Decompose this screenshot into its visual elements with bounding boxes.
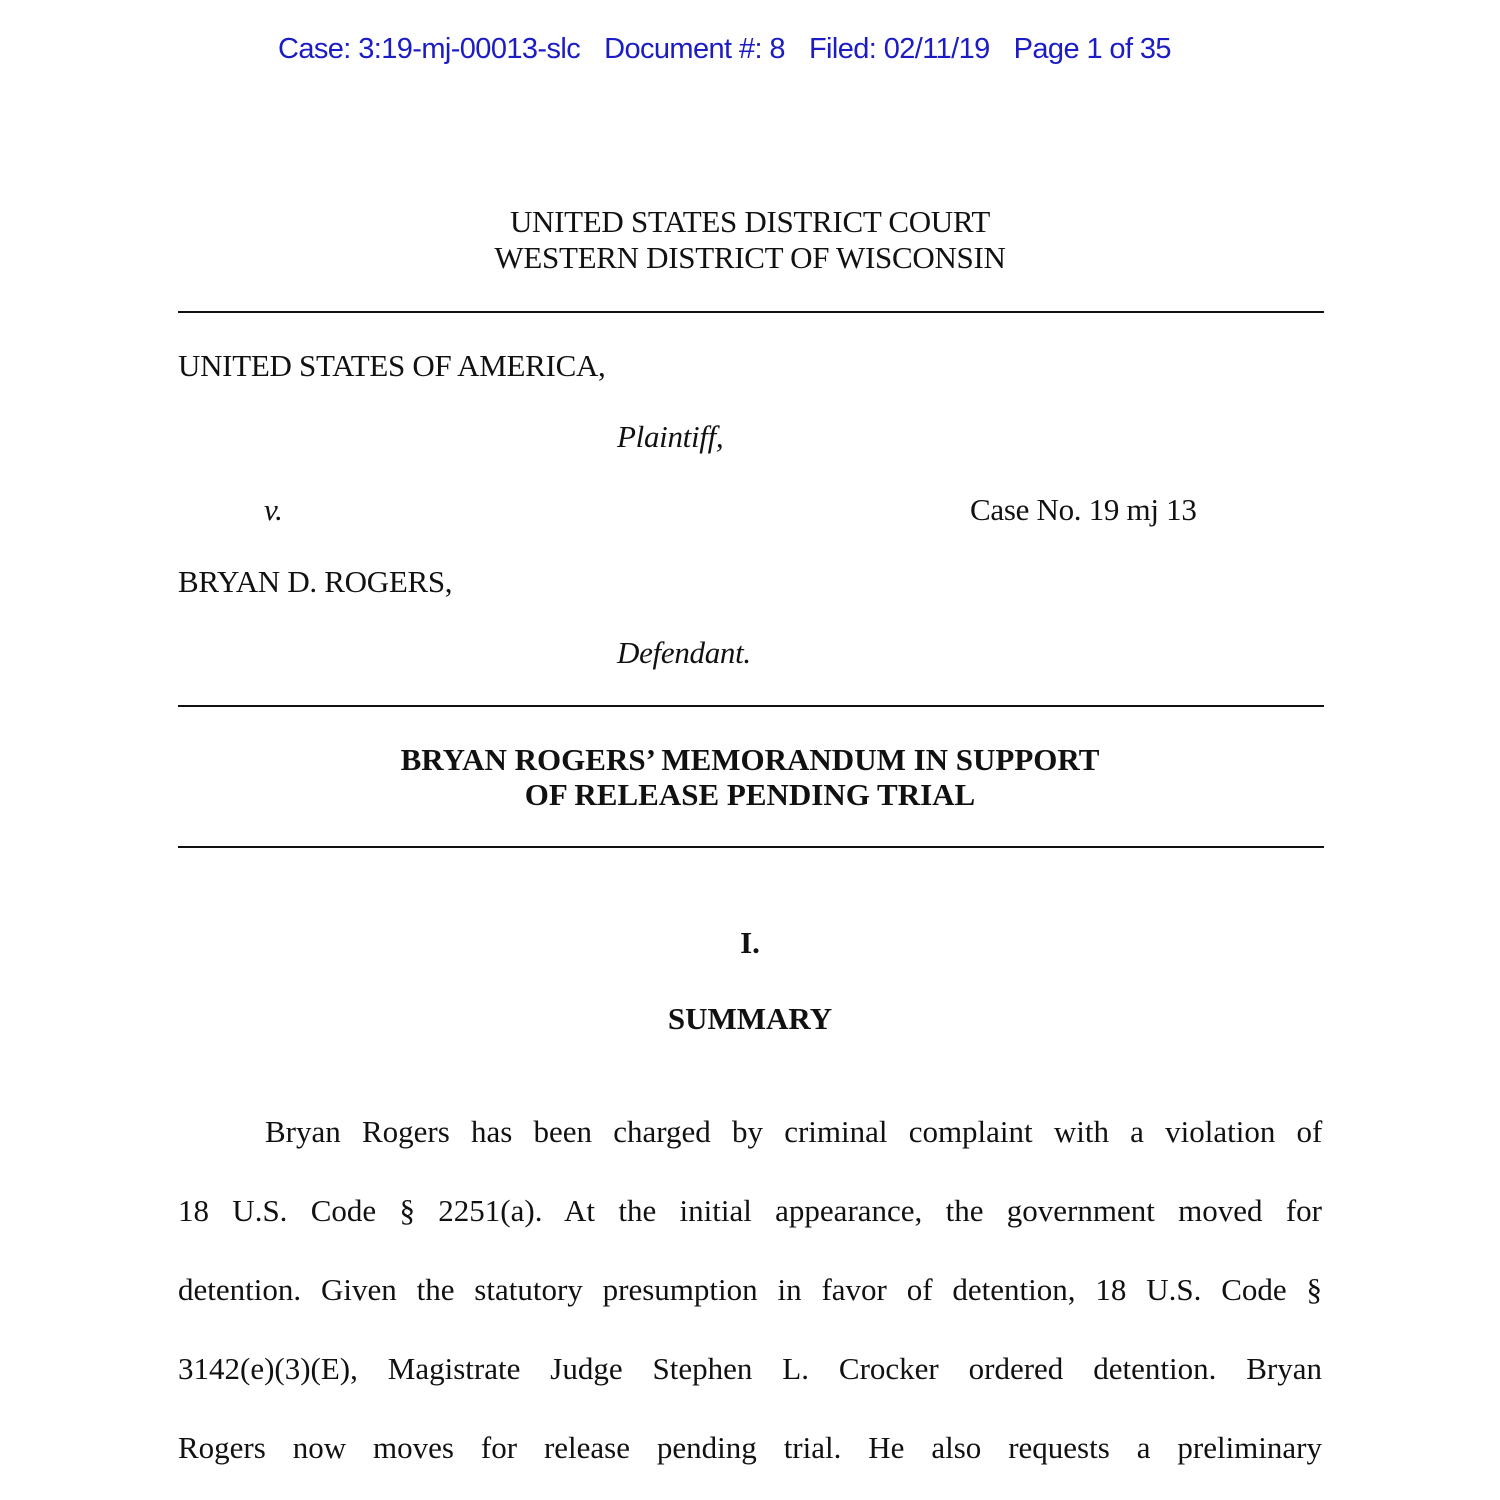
divider: [178, 705, 1324, 707]
plaintiff-name: UNITED STATES OF AMERICA,: [178, 348, 606, 383]
court-district: WESTERN DISTRICT OF WISCONSIN: [494, 240, 1006, 275]
document-title-line1: BRYAN ROGERS’ MEMORANDUM IN SUPPORT: [400, 742, 1100, 777]
case-number-stamp: Case: 3:19-mj-00013-slc: [278, 33, 581, 65]
section-heading: SUMMARY: [667, 1001, 833, 1036]
filed-date-stamp: Filed: 02/11/19: [808, 33, 990, 65]
page-number-stamp: Page 1 of 35: [1013, 33, 1171, 65]
document-title-line2: OF RELEASE PENDING TRIAL: [524, 777, 976, 812]
body-line: 3142(e)(3)(E), Magistrate Judge Stephen L. Crocker ordered detention. Bryan: [178, 1351, 1322, 1386]
filing-header-stamp: [278, 33, 1222, 66]
divider: [178, 311, 1324, 313]
body-line: Bryan Rogers has been charged by criminal complaint with a violation of: [265, 1114, 1323, 1149]
body-line: Rogers now moves for release pending trial. He also requests a preliminary: [178, 1430, 1322, 1465]
case-number: Case No. 19 mj 13: [970, 492, 1197, 527]
court-name: UNITED STATES DISTRICT COURT: [509, 204, 991, 239]
divider: [178, 846, 1324, 848]
body-line: detention. Given the statutory presumption in favor of detention, 18 U.S. Code §: [178, 1272, 1322, 1307]
versus: v.: [264, 492, 283, 527]
plaintiff-role: Plaintiff,: [617, 419, 724, 454]
body-line: 18 U.S. Code § 2251(a). At the initial appearance, the government moved for: [178, 1193, 1322, 1228]
document-number-stamp: Document #: 8: [604, 33, 785, 65]
defendant-name: BRYAN D. ROGERS,: [178, 564, 453, 599]
section-number: I.: [740, 925, 760, 960]
defendant-role: Defendant.: [617, 635, 751, 670]
